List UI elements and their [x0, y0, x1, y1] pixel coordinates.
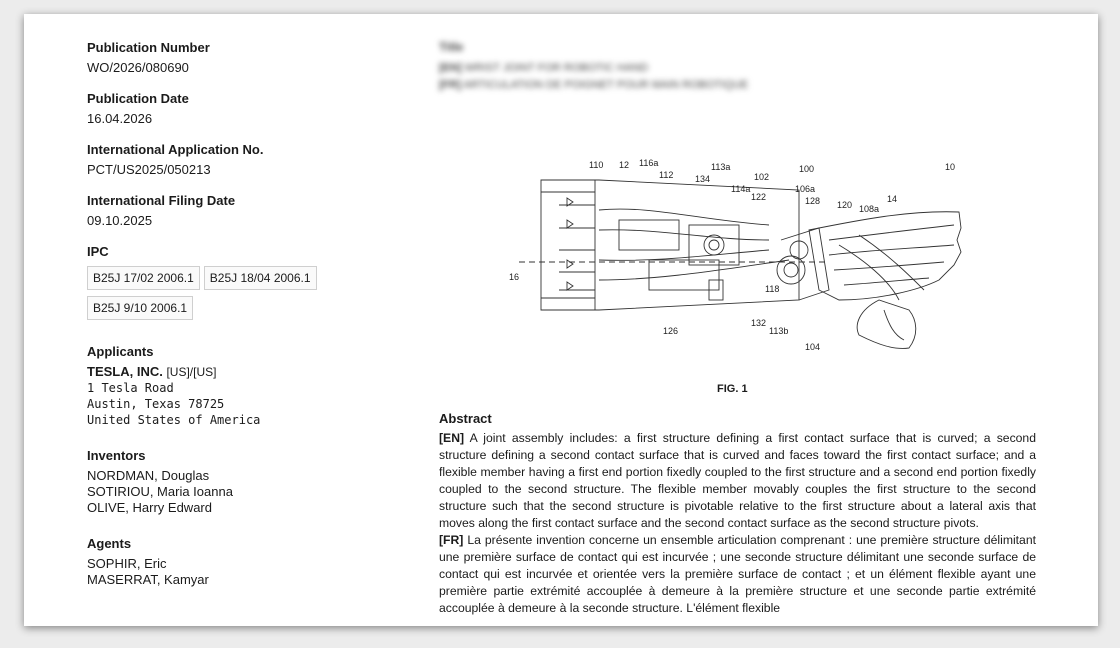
- inventor-name[interactable]: SOTIRIOU, Maria Ioanna: [87, 484, 233, 499]
- svg-text:16: 16: [509, 272, 520, 282]
- svg-text:14: 14: [887, 194, 898, 204]
- ipc-code-chip[interactable]: B25J 18/04 2006.1: [204, 266, 317, 290]
- svg-text:114a: 114a: [731, 184, 751, 194]
- inventor-name[interactable]: NORDMAN, Douglas: [87, 468, 210, 483]
- application-number-label: International Application No.: [87, 142, 264, 157]
- svg-text:128: 128: [805, 196, 821, 206]
- svg-text:112: 112: [659, 170, 674, 180]
- applicants-field: [87, 344, 387, 428]
- title-en: [439, 60, 1036, 77]
- filing-date-value: 09.10.2025: [87, 213, 153, 228]
- title-en-tag: [EN]: [439, 62, 462, 74]
- applicant-country: [US]/[US]: [166, 365, 217, 379]
- bibliographic-panel: [87, 40, 387, 608]
- svg-text:126: 126: [663, 326, 679, 336]
- title-section: [439, 40, 1036, 94]
- title-fr: [439, 77, 1036, 94]
- agents-field: [87, 536, 387, 588]
- ipc-code-chip[interactable]: B25J 9/10 2006.1: [87, 296, 193, 320]
- publication-number-value: WO/2026/080690: [87, 60, 189, 75]
- abstract-section: [439, 410, 1036, 617]
- applicant-address-line: United States of America: [87, 413, 261, 427]
- agent-name[interactable]: MASERRAT, Kamyar: [87, 572, 209, 587]
- abstract-en: [439, 430, 1036, 532]
- svg-text:116a: 116a: [639, 158, 659, 168]
- agent-name[interactable]: SOPHIR, Eric: [87, 556, 167, 571]
- applicants-label: Applicants: [87, 344, 154, 359]
- application-number-value: PCT/US2025/050213: [87, 162, 211, 177]
- title-fr-tag: [FR]: [439, 79, 461, 91]
- abstract-en-text: A joint assembly includes: a first structure defining a first contact surface that is curved; a second structure defining a second contact surface that is curved and faces toward the first contact surface; and a flexible member having a first end portion fixedly coupled to the first structure and a second end portion fixedly coupled to the second structure. The flexible member movably couples the first structure to the second structure such that the second structure is pivotable relative to the first structure about a lateral axis that moves along the first contact surface and the second contact surface as the second structure pivots.: [439, 431, 1036, 530]
- inventor-name[interactable]: OLIVE, Harry Edward: [87, 500, 212, 515]
- svg-text:106a: 106a: [795, 184, 816, 194]
- patent-drawing[interactable]: [499, 150, 999, 360]
- publication-date-field: [87, 91, 387, 127]
- filing-date-label: International Filing Date: [87, 193, 236, 208]
- ipc-field: [87, 244, 387, 326]
- title-heading: Title: [439, 40, 464, 54]
- agents-label: Agents: [87, 536, 132, 551]
- applicant-address-line: 1 Tesla Road: [87, 381, 174, 395]
- svg-text:12: 12: [619, 160, 630, 170]
- publication-number-field: [87, 40, 387, 76]
- svg-text:102: 102: [754, 172, 770, 182]
- svg-text:134: 134: [695, 174, 711, 184]
- svg-text:113a: 113a: [711, 162, 731, 172]
- publication-number-label: Publication Number: [87, 40, 210, 55]
- abstract-fr-text: La présente invention concerne un ensemble articulation comprenant : une première structure délimitant une première surface de contact qui est incurvée ; une seconde structure délimitant une seconde surface de contact qui est incurvée et orientée vers la première surface de contact ; et un élément flexible ayant une première partie extrémité accouplée à demeure à la première structure et une seconde partie extrémité accouplée à demeure à la seconde structure. L'élément flexible: [439, 533, 1037, 615]
- application-number-field: [87, 142, 387, 178]
- abstract-heading: Abstract: [439, 411, 492, 426]
- title-en-text: WRIST JOINT FOR ROBOTIC HAND: [464, 62, 649, 74]
- svg-text:118: 118: [765, 284, 780, 294]
- patent-record-card: [24, 14, 1098, 626]
- title-fr-text: ARTICULATION DE POIGNET POUR MAIN ROBOTIQUE: [463, 79, 749, 91]
- svg-text:104: 104: [805, 342, 821, 352]
- figure-caption: FIG. 1: [717, 383, 748, 395]
- applicant-address-line: Austin, Texas 78725: [87, 397, 225, 411]
- svg-text:113b: 113b: [769, 326, 789, 336]
- svg-text:120: 120: [837, 200, 853, 210]
- publication-date-label: Publication Date: [87, 91, 189, 106]
- filing-date-field: [87, 193, 387, 229]
- applicant-line: [87, 364, 387, 380]
- inventors-label: Inventors: [87, 448, 146, 463]
- inventors-field: [87, 448, 387, 516]
- svg-text:108a: 108a: [859, 204, 880, 214]
- ipc-code-chip[interactable]: B25J 17/02 2006.1: [87, 266, 200, 290]
- svg-text:110: 110: [589, 160, 604, 170]
- ipc-codes: [87, 266, 347, 326]
- svg-text:100: 100: [799, 164, 815, 174]
- applicant-name[interactable]: TESLA, INC.: [87, 364, 163, 379]
- abstract-fr: [439, 532, 1036, 617]
- svg-text:132: 132: [751, 318, 767, 328]
- abstract-fr-tag: [FR]: [439, 533, 464, 547]
- content-panel: [439, 40, 1037, 615]
- svg-text:10: 10: [945, 162, 956, 172]
- svg-text:122: 122: [751, 192, 767, 202]
- abstract-en-tag: [EN]: [439, 431, 465, 445]
- publication-date-value: 16.04.2026: [87, 111, 153, 126]
- ipc-label: IPC: [87, 244, 109, 259]
